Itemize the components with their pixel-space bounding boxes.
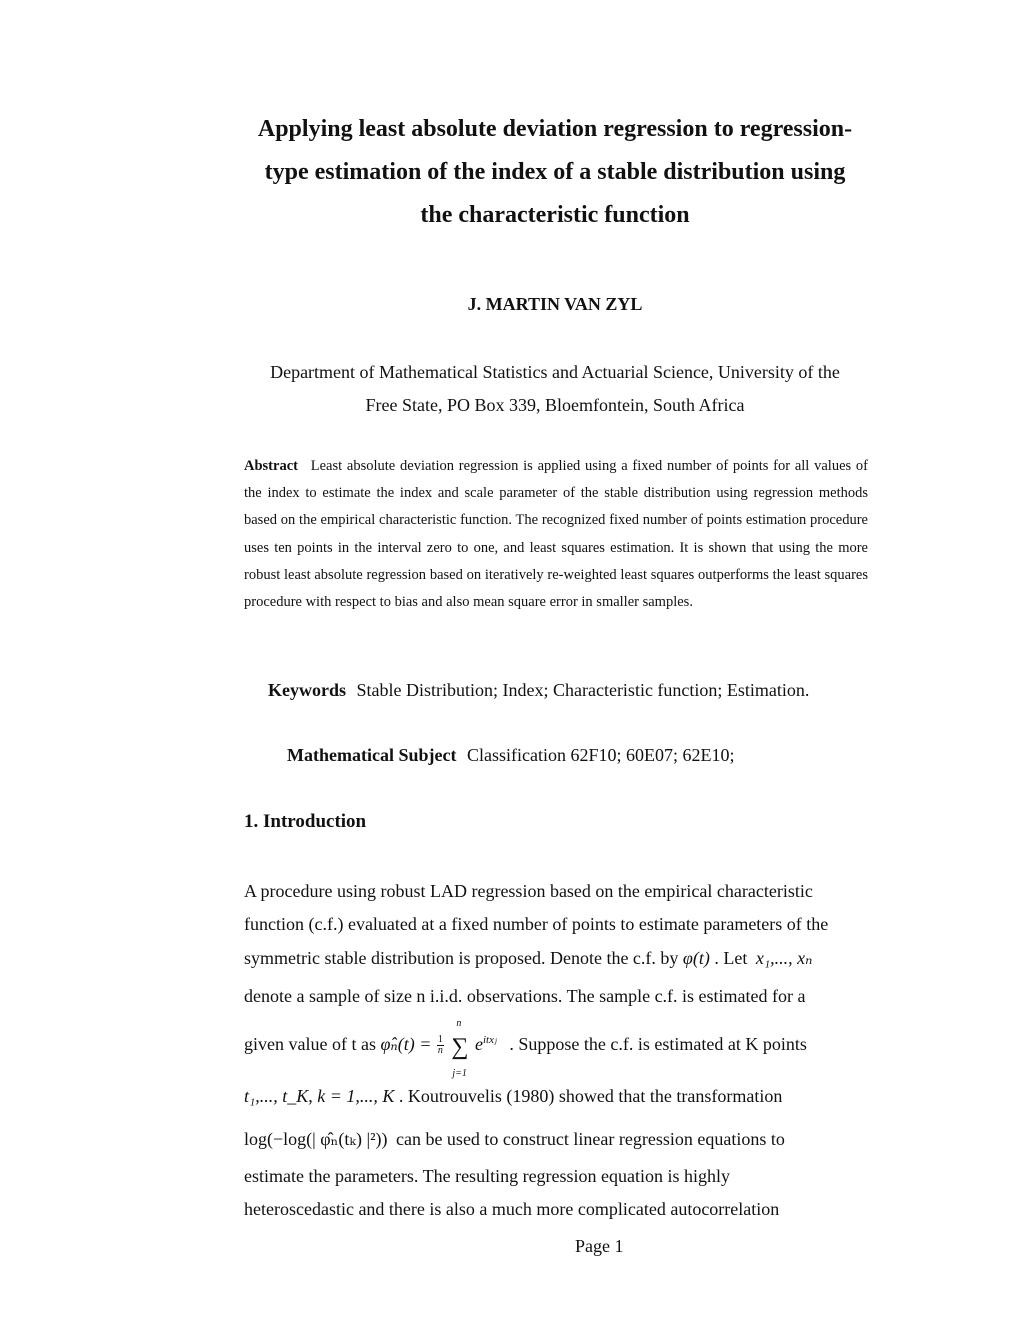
title-line-1: Applying least absolute deviation regression to regression-: [257, 116, 853, 142]
exponential-base: e: [474, 1034, 483, 1054]
affiliation-line-1: Department of Mathematical Statistics and Actuarial Science, University of the: [270, 362, 840, 382]
fraction-numerator: 1: [437, 1034, 443, 1046]
keywords-text: Stable Distribution; Index; Characteristic function; Estimation.: [356, 680, 810, 700]
abstract-label: Abstract: [244, 458, 298, 474]
keywords-label: Keywords: [268, 680, 346, 700]
intro-line-5-rest: . Suppose the c.f. is estimated at K points: [509, 1034, 807, 1054]
abstract: [244, 453, 868, 616]
intro-line-3: [244, 948, 812, 969]
intro-line-6-text: . Koutrouvelis (1980) showed that the transformation: [398, 1086, 783, 1106]
intro-line-9: heteroscedastic and there is also a much more complicated autocorrelation: [244, 1199, 780, 1219]
intro-line-8: estimate the parameters. The resulting regression equation is highly: [244, 1166, 731, 1186]
intro-line-4: denote a sample of size n i.i.d. observations. The sample c.f. is estimated for a: [244, 986, 806, 1006]
paper-title: [160, 108, 950, 237]
title-line-2: type estimation of the index of a stable distribution using: [264, 159, 846, 185]
intro-line-1: A procedure using robust LAD regression based on the empirical characteristic: [244, 881, 813, 901]
points-symbol: t₁,..., t_K, k = 1,..., K: [244, 1086, 395, 1106]
title-line-3: the characteristic function: [420, 202, 690, 228]
sample-symbol: x₁,..., xₙ: [755, 948, 813, 968]
intro-line-3-mid: . Let: [714, 948, 748, 968]
cf-symbol: φ(t): [682, 948, 710, 968]
intro-line-2: function (c.f.) evaluated at a fixed number of points to estimate parameters of the: [244, 914, 829, 934]
sum-lower-limit: j=1: [452, 1068, 467, 1079]
ecf-lhs: φ̂ₙ(t) =: [380, 1034, 432, 1054]
keywords: [268, 680, 809, 701]
summation-symbol: ∑ n j=1: [451, 1018, 469, 1079]
intro-line-3-text: symmetric stable distribution is proposed. Denote the c.f. by: [244, 948, 679, 968]
exponential-power: itxⱼ: [482, 1034, 497, 1046]
affiliation-line-2: Free State, PO Box 339, Bloemfontein, South Africa: [365, 395, 745, 415]
msc-label: Mathematical Subject: [287, 745, 457, 765]
intro-line-6: [244, 1086, 782, 1107]
affiliation: [160, 356, 950, 422]
intro-line-5-text: given value of t as: [244, 1034, 376, 1054]
page-number: Page 1: [575, 1236, 624, 1256]
section-heading: 1. Introduction: [244, 811, 367, 832]
fraction-denominator: n: [437, 1045, 443, 1057]
msc-text: Classification 62F10; 60E07; 62E10;: [466, 745, 735, 765]
intro-line-7: [244, 1129, 785, 1150]
ecf-fraction: [437, 1035, 444, 1056]
sum-upper-limit: n: [456, 1018, 462, 1029]
intro-line-7-text: can be used to construct linear regression equations to: [395, 1129, 785, 1149]
log-transform: log(−log(| φ̂ₙ(tₖ) |²)): [244, 1129, 388, 1149]
abstract-text: Least absolute deviation regression is applied using a fixed number of points for all values of the index to estimate the index and scale parameter of the stable distribution using regression methods based on the empirical characteristic function. The recognized fixed number of points estimation procedure uses ten points in the interval zero to one, and least squares estimation. It is shown that using the more robust least absolute regression based on iteratively re-weighted least squares outperforms the least squares procedure with respect to bias and also mean square error in smaller samples.: [244, 458, 868, 611]
intro-line-5: [244, 1018, 807, 1079]
subject-classification: [287, 745, 734, 766]
author: J. MARTIN VAN ZYL: [467, 294, 643, 314]
